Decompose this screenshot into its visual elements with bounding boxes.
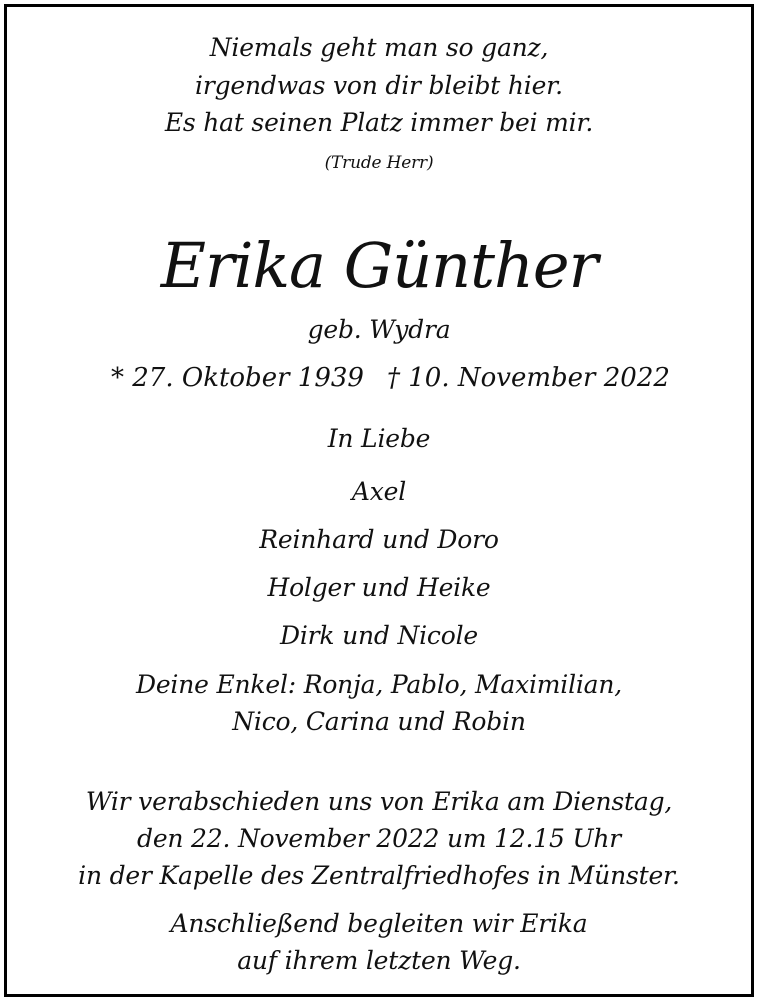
poem-author: (Trude Herr)	[324, 153, 434, 173]
maiden-name: geb. Wydra	[307, 315, 451, 344]
poem-line-1: Niemals geht man so ganz,	[209, 33, 549, 62]
closing-line-1: Anschließend begleiten wir Erika	[170, 909, 588, 938]
grandchildren-line-2: Nico, Carina und Robin	[232, 707, 526, 736]
grandchildren-line-1: Deine Enkel: Ronja, Pablo, Maximilian,	[135, 670, 623, 699]
obituary-frame	[4, 4, 754, 997]
poem-line-2: irgendwas von dir bleibt hier.	[195, 71, 563, 100]
ceremony-line-1: Wir verabschieden uns von Erika am Dienstag,	[85, 787, 673, 816]
death-date: † 10. November 2022	[387, 363, 670, 393]
deceased-name: Erika Günther	[160, 229, 598, 302]
mourner-name: Holger und Heike	[267, 573, 491, 602]
mourner-name: Reinhard und Doro	[259, 525, 499, 554]
poem-line-3: Es hat seinen Platz immer bei mir.	[164, 108, 594, 137]
closing-line-2: auf ihrem letzten Weg.	[237, 946, 521, 975]
ceremony-line-2: den 22. November 2022 um 12.15 Uhr	[137, 824, 621, 853]
mourner-name: Axel	[351, 477, 407, 506]
ceremony-line-3: in der Kapelle des Zentralfriedhofes in Münster.	[78, 861, 680, 890]
in-love-intro: In Liebe	[327, 424, 431, 453]
mourner-name: Dirk und Nicole	[280, 621, 478, 650]
birth-date: * 27. Oktober 1939	[111, 363, 364, 393]
